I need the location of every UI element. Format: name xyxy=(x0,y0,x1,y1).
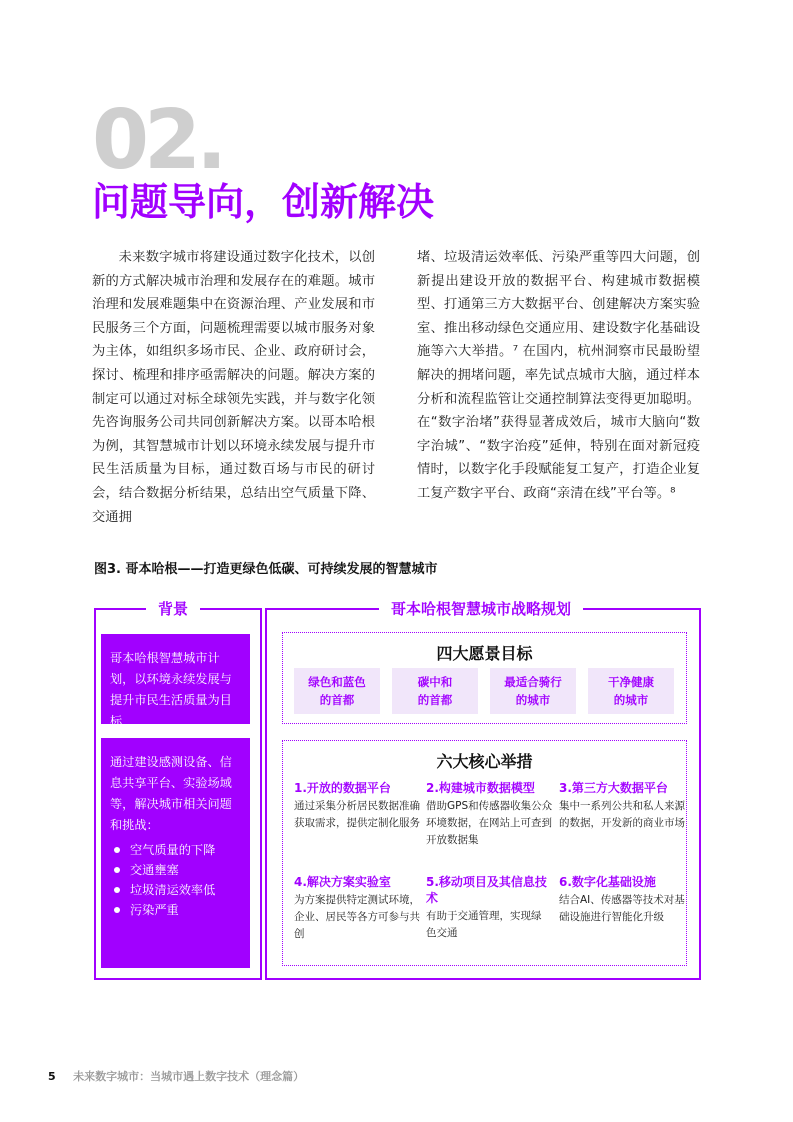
measure-desc: 集中一系列公共和私人来源的数据，开发新的商业市场 xyxy=(559,800,685,829)
goal-card: 绿色和蓝色 的首都 xyxy=(294,668,380,714)
background-label: 背景 xyxy=(146,598,200,620)
footer-text: 未来数字城市：当城市遇上数字技术（理念篇） xyxy=(73,1070,305,1083)
goals-title: 四大愿景目标 xyxy=(436,644,533,663)
measure-title: 4.解决方案实验室 xyxy=(294,875,391,889)
measure-desc: 结合AI、传感器等技术对基础设施进行智能化升级 xyxy=(559,894,685,923)
measure-item xyxy=(426,874,550,942)
background-goal-box: 哥本哈根智慧城市计划，以环境永续发展与提升市民生活质量为目标 xyxy=(101,634,250,724)
measure-desc: 借助GPS和传感器收集公众环境数据，在网站上可查到开放数据集 xyxy=(426,800,553,846)
page-number: 5 xyxy=(48,1070,56,1083)
goal-card: 干净健康 的城市 xyxy=(588,668,674,714)
figure-title: 图3. 哥本哈根——打造更绿色低碳、可持续发展的智慧城市 xyxy=(94,562,438,577)
background-problems-box xyxy=(101,738,250,968)
measure-desc: 有助于交通管理，实现绿色交通 xyxy=(426,910,542,939)
page-footer xyxy=(48,1068,304,1084)
problem-list xyxy=(110,840,242,920)
measure-title: 3.第三方大数据平台 xyxy=(559,781,668,795)
background-intro: 通过建设感测设备、信息共享平台、实验场域等，解决城市相关问题和挑战： xyxy=(110,755,232,832)
measure-title: 6.数字化基础设施 xyxy=(559,875,656,889)
measure-title: 5.移动项目及其信息技术 xyxy=(426,875,547,905)
measures-title: 六大核心举措 xyxy=(436,752,533,771)
measure-item xyxy=(559,874,687,926)
list-item: 交通壅塞 xyxy=(114,860,242,880)
measure-desc: 通过采集分析居民数据准确获取需求，提供定制化服务 xyxy=(294,800,420,829)
body-column-left: 未来数字城市将建设通过数字化技术，以创新的方式解决城市治理和发展存在的难题。城市治理和发展难题集中在资源治理、产业发展和市民服务三个方面，问题梳理需要以城市服务对象为主体，如组织多场市民、企业、政府研讨会，探讨、梳理和排序亟需解决的问题。解决方案的制定可以通过对标全球领先实践，并与数字化领先咨询服务公司共同创新解决方案。以哥本哈根为例，其智慧城市计划以环境永续发展与提升市民生活质量为目标，通过数百场与市民的研讨会，结合数据分析结果，总结出空气质量下降、交通拥 xyxy=(92,250,375,525)
strategy-label: 哥本哈根智慧城市战略规划 xyxy=(379,598,583,620)
measure-desc: 为方案提供特定测试环境，企业、居民等各方可参与共创 xyxy=(294,894,420,940)
section-title: 问题导向，创新解决 xyxy=(92,180,435,224)
list-item: 污染严重 xyxy=(114,900,242,920)
measure-item xyxy=(294,780,422,832)
measure-item xyxy=(426,780,554,849)
body-column-right: 堵、垃圾清运效率低、污染严重等四大问题，创新提出建设开放的数据平台、构建城市数据模型、打通第三方大数据平台、创建解决方案实验室、推出移动绿色交通应用、建设数字化基础设施等六大举措。⁷ 在国内，杭州洞察市民最盼望解决的拥堵问题，率先试点城市大脑，通过样本分析和流程监管让交通控制算法变得更加聪明。在“数字治堵”获得显著成效后，城市大脑向“数字治城”、“数字治疫”延伸，特别在面对新冠疫情时，以数字化手段赋能复工复产，打造企业复工复产数字平台、政商“亲清在线”平台等。⁸ xyxy=(417,250,700,501)
measure-title: 1.开放的数据平台 xyxy=(294,781,391,795)
goal-card: 碳中和 的首都 xyxy=(392,668,478,714)
section-number: 02. xyxy=(92,93,223,188)
goal-card: 最适合骑行 的城市 xyxy=(490,668,576,714)
measure-title: 2.构建城市数据模型 xyxy=(426,781,535,795)
measure-item xyxy=(559,780,687,832)
measure-item xyxy=(294,874,422,943)
list-item: 垃圾清运效率低 xyxy=(114,880,242,900)
list-item: 空气质量的下降 xyxy=(114,840,242,860)
